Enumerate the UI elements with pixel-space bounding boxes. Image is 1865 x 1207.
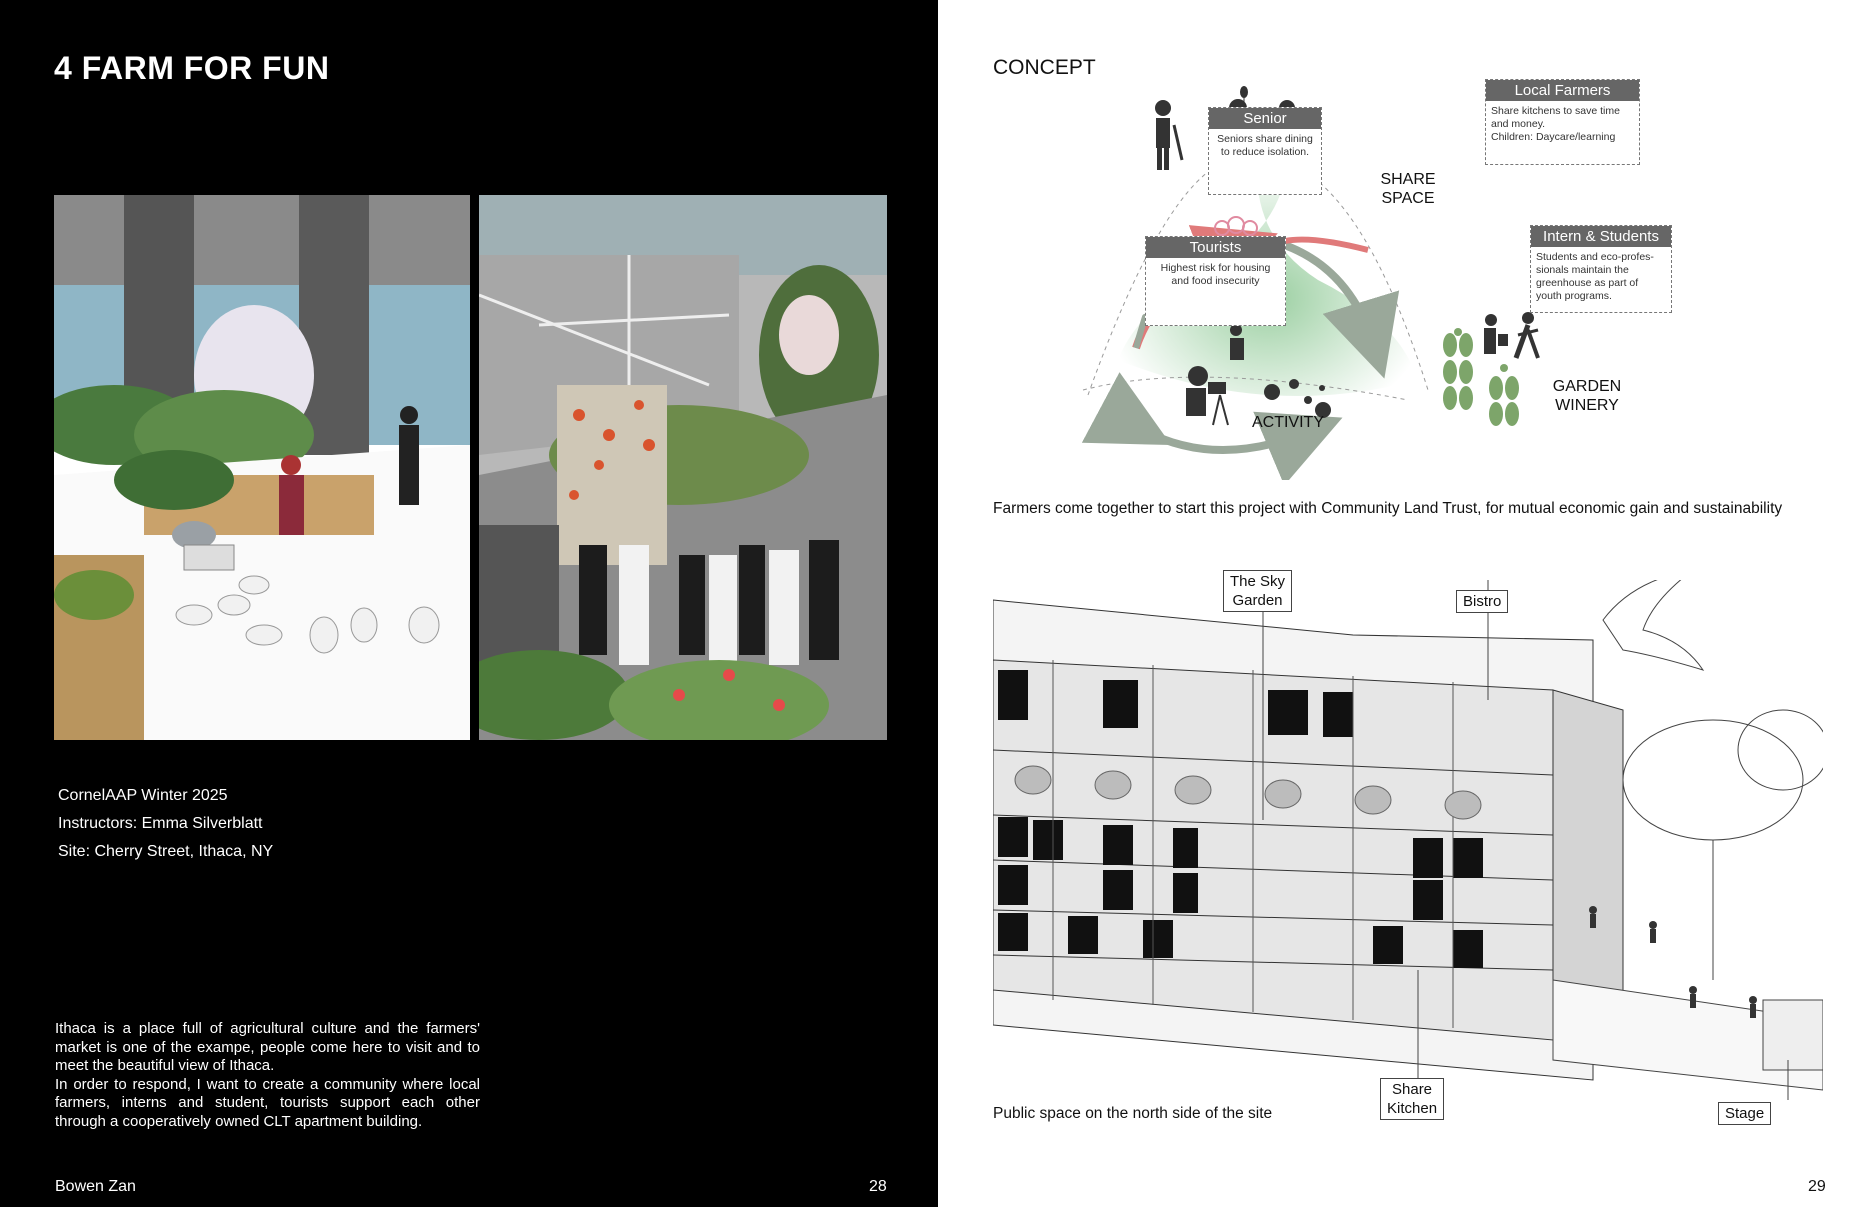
description-paragraph-2: In order to respond, I want to create a community where local farmers, interns and student, tourists support each other through a cooperatively owned CLT apartment building.	[55, 1075, 480, 1130]
right-page	[938, 0, 1865, 1207]
page-number-left: 28	[869, 1178, 887, 1195]
tourists-box-title: Tourists	[1146, 237, 1285, 258]
stage-label: Stage	[1718, 1102, 1771, 1125]
concept-caption: Farmers come together to start this project with Community Land Trust, for mutual economic gain and sustainability	[993, 500, 1783, 517]
local-farmers-box-text: Share kitchens to save time and money. Children: Daycare/learning	[1491, 105, 1620, 143]
farm-market-collage	[54, 195, 470, 740]
axon-caption: Public space on the north side of the site	[993, 1105, 1273, 1122]
senior-box-title: Senior	[1209, 108, 1321, 129]
local-farmers-box	[1485, 79, 1640, 165]
credit-instructors: Instructors: Emma Silverblatt	[58, 815, 263, 832]
activity-label: ACTIVITY	[1251, 414, 1324, 431]
interns-box-title: Intern & Students	[1531, 226, 1671, 247]
garden-winery-label: GARDEN WINERY	[1552, 378, 1622, 414]
axonometric-drawing	[993, 580, 1823, 1100]
tourists-box-text: Highest risk for housing and food insecurity	[1160, 262, 1271, 287]
interns-box	[1530, 225, 1672, 313]
project-description	[55, 1020, 480, 1131]
page-title: 4 FARM FOR FUN	[54, 50, 330, 86]
local-farmers-box-title: Local Farmers	[1486, 80, 1639, 101]
senior-box	[1208, 107, 1322, 195]
credit-program: CornelAAP Winter 2025	[58, 787, 228, 804]
wedding-garden-collage	[479, 195, 887, 740]
project-credits	[58, 782, 273, 866]
tourists-box	[1145, 236, 1286, 326]
credit-site: Site: Cherry Street, Ithaca, NY	[58, 843, 274, 860]
description-paragraph-1: Ithaca is a place full of agricultural culture and the farmers' market is one of the exampe, people come here to visit and to meet the beautiful view of Ithaca.	[55, 1020, 480, 1074]
bistro-label: Bistro	[1456, 590, 1508, 613]
share-kitchen-label: Share Kitchen	[1380, 1078, 1444, 1120]
interns-box-text: Students and eco-profes-sionals maintain the greenhouse as part of youth programs.	[1536, 251, 1654, 302]
page-number-right: 29	[1808, 1178, 1826, 1195]
sky-garden-label: The Sky Garden	[1223, 570, 1292, 612]
share-space-label: SHARE SPACE	[1380, 171, 1436, 207]
concept-heading: CONCEPT	[993, 56, 1096, 79]
senior-box-text: Seniors share dining to reduce isolation.	[1217, 133, 1313, 158]
author-name: Bowen Zan	[55, 1178, 136, 1195]
concept-diagram	[938, 0, 1865, 480]
